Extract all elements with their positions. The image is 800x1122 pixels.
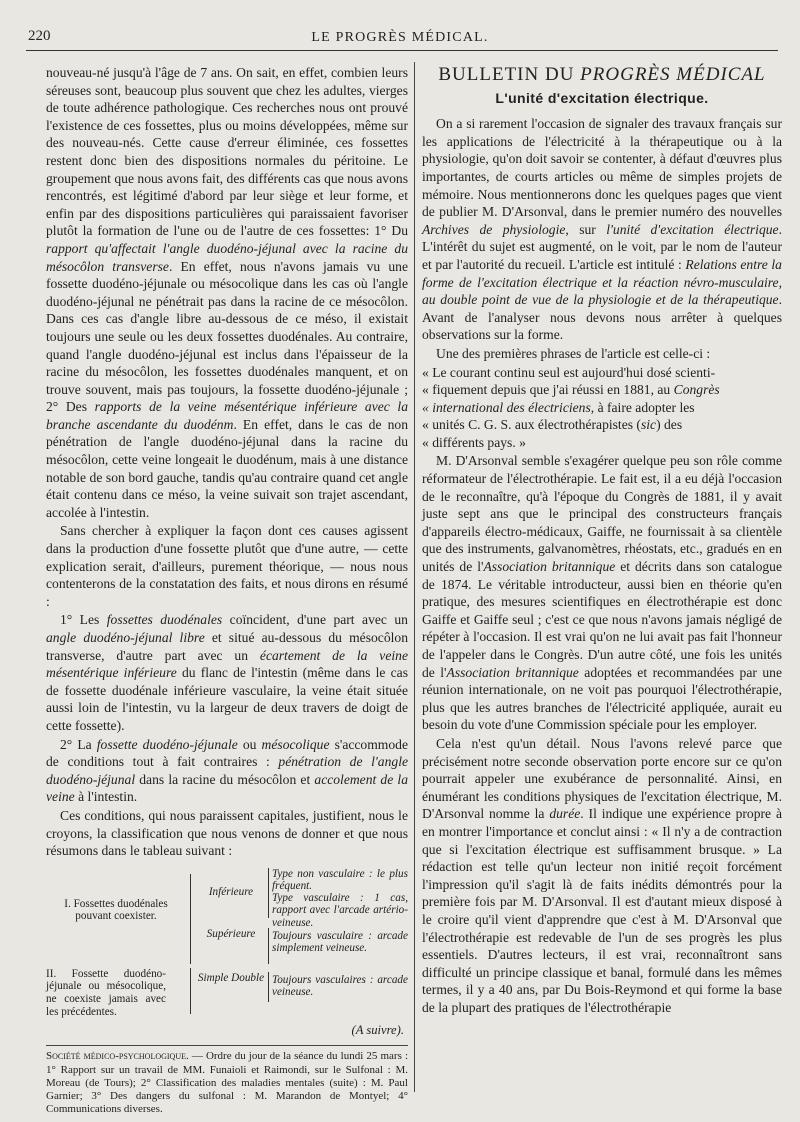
classification-table — [46, 868, 408, 1018]
right-paragraph-3: M. D'Arsonval semble s'exagérer quelque peu son rôle comme réformateur de l'électrothérapie. Le fait est, il a eu déjà l'occasion de le reconnaître, qu'à l'époque du Congrès de 1881, il y avait juste sept ans que le principal des constructeurs français d'appareils électro-médicaux, Gaiffe, ne fournissait à sa clientèle que des instruments, galvanomètres, rhéostats, etc., gradués en en unités de l'Association britannique et décrits dans son catalogue de 1874. Le véritable introducteur, aussi bien en théorie qu'en pratique, des mesures scientifiques en électrothérapie est donc Gaiffe et Gaiffe seul ; c'est ce que nous n'avons jamais négligé de répéter à l'occasion. Il est vrai qu'on ne lui avait pas fait l'honneur de l'appeler dans le Congrès. D'un autre côté, une fois les unités de l'Association britannique adoptées et recommandées par une réunion internationale, on ne voit pas pourquoi l'électrothérapie, plus que les autres branches de l'électricité appliquée, aurait eu besoin du vote d'une Commission spéciale pour les employer. — [422, 453, 782, 733]
footnote: Société médico-psychologique. — Ordre du jour de la séance du lundi 25 mars : 1° Rapport sur un travail de MM. Funaioli et Raimondi, sur le Sulfonal : M. Moreau (de Tours); 2° Classification des maladies mentales (suite) : M. Paul Garnier; 3° Des dangers du sulfonal : M. Marandon de Montyel; 4° Communications diverses. — [46, 1050, 409, 1116]
table-brace — [268, 868, 269, 918]
table-desc-1: Type non vasculaire : le plus fréquent. — [272, 867, 408, 893]
header-rule — [26, 50, 778, 51]
table-row-2-label: II. Fossette duodéno-jéjunale ou mésocolique, ne coexiste jamais avec les précédentes. — [46, 967, 166, 1018]
page-number: 220 — [28, 28, 51, 44]
right-column — [422, 64, 782, 1016]
running-title: LE PROGRÈS MÉDICAL. — [311, 30, 489, 45]
quote-line-3: « international des électriciens, à faire adopter les — [422, 399, 695, 415]
table-brace — [268, 928, 269, 964]
table-desc-4: Toujours vasculaires : arcade veineuse. — [272, 973, 408, 999]
left-paragraph-2: Sans chercher à expliquer la façon dont ces causes agissent dans la production d'une fossette plutôt que d'une autre, — cette explication serait, d'ailleurs, purement théorique, — nous nous contenterons de la constatation des faits, et nous dirons en résumé : — [46, 523, 408, 609]
column-divider — [414, 62, 415, 1092]
table-brace — [268, 972, 269, 1002]
quote-line-1: « Le courant continu seul est aujourd'hui dosé scienti- — [422, 364, 716, 380]
left-paragraph-3: 1° Les fossettes duodénales coïncident, d'une part avec un angle duodéno-jéjunal libre et situé au-dessous du mésocôlon transverse, d'autre part avec un écartement de la veine mésentérique inférieure du flanc de l'intestin (même dans le cas de fossette duodénale inférieure vasculaire, la veine était située aussi loin de l'intestin, vu la largeur de deux travers de doigt de cette fossette). — [46, 612, 409, 733]
quote-line-5: « différents pays. » — [422, 434, 526, 450]
right-paragraph-4: Cela n'est qu'un détail. Nous l'avons relevé parce que précisément notre seconde observation porte encore sur ce qu'on pourrait appeler une exubérance de personnalité. Ainsi, en énumérant les conditions physiques de l'excitation électrique, M. D'Arsonval nomme la durée. Il indique une expérience propre à en montrer l'importance et conclut ainsi : « Il n'y a de contraction que si l'excitation électrique est suffisamment brusque. » La rédaction est telle qu'un lecteur non initié reçoit forcément l'impression qu'il s'agit là de faits inédits démontrés pour la première fois par M. D'Arsonval. Il est d'autant mieux disposé à le croire qu'il vient d'apprendre que c'est à M. D'Arsonval que l'électrothérapie est redevable de l'un de ses progrès les plus essentiels. D'autres lecteurs, il est vrai, reconnaîtront sans difficulté un principe classique et banal, formulé dans les mêmes termes, il y a 40 ans, par Du Bois-Reymond et qui forme la base de la plupart des pratiques de l'électrothérapie — [422, 735, 782, 1015]
quotation — [422, 364, 782, 452]
quote-line-4: « unités C. G. S. aux électrothérapistes (sic) des — [422, 417, 683, 433]
table-brace — [190, 874, 191, 964]
left-column — [46, 64, 408, 1116]
left-paragraph-5: Ces conditions, qui nous paraissent capitales, justifient, nous le croyons, la classification que nous venons de donner et que nous résumons dans le tableau suivant : — [46, 807, 408, 859]
right-paragraph-2: Une des premières phrases de l'article est celle-ci : — [436, 345, 711, 361]
table-sub-simple-double: Simple Double — [197, 971, 265, 984]
table-desc-2: Type vasculaire : 1 cas, rapport avec l'arcade artério-veineuse. — [272, 891, 408, 929]
footnote-rule — [46, 1045, 408, 1046]
table-desc-3: Toujours vasculaire : arcade simplement veineuse. — [272, 929, 408, 955]
table-row-1-label: I. Fossettes duodénales pouvant coexister. — [64, 897, 168, 923]
table-brace — [190, 968, 191, 1014]
section-title: L'unité d'excitation électrique. — [495, 89, 709, 106]
quote-line-2: « fiquement depuis que j'ai réussi en 1881, au Congrès — [422, 382, 720, 398]
a-suivre: (A suivre). — [351, 1022, 404, 1037]
left-paragraph-4: 2° La fossette duodéno-jéjunale ou mésocolique s'accommode de conditions tout à fait contraires : pénétration de l'angle duodéno-jéjunal dans la racine du mésocôlon et accolement de la veine à l'intestin. — [46, 736, 409, 805]
left-paragraph-1: nouveau-né jusqu'à l'âge de 7 ans. On sait, en effet, combien leurs séreuses sont, beaucoup plus souvent que chez les adultes, vierges de toute adhérence pathologique. Ces recherches nous ont prouvé l'existence de ces fossettes, plus ou moins développées, même sur des nouveau-nés. Cette cause d'erreur éliminée, ces fossettes restent donc bien des dispositions normales du péritoine. Le groupement que nous avons fait, des différents cas que nous avons rencontrés, est légitimé d'abord par leur siège et leur forme, et enfin par des dispositions particulières qui paraissaient favoriser plutôt la formation de l'une ou de l'autre de ces fossettes: 1° Du rapport qu'affectait l'angle duodéno-jéjunal avec la racine du mésocôlon transverse. En effet, nous n'avons jamais vu une fossette duodéno-jéjunale ou mésocolique dans les cas où l'angle duodéno-jéjunal ne pénétrait pas dans la racine de ce mésocôlon. Dans ces cas d'angle libre au-dessous de ce méso, il existait toujours une seule ou les deux fossettes duodénales. Au contraire, quand l'angle duodéno-jéjunal est inclus dans l'épaisseur de la racine du mésocôlon, les fossettes duodénales manquent, et on trouve souvent, mais pas toujours, la fossette duodéno-jéjunale ; 2° Des rapports de la veine mésentérique inférieure avec la branche ascendante du duodénm. En effet, dans le cas de non pénétration de l'angle duodéno-jéjunal dans la racine du mésocôlon, cette veine longeait le duodénum, mais à une distance notable de son bord gauche, tandis qu'au contraire quand cet angle était contenu dans ce méso, la veine suivait son trajet ascendant, accolée à l'intestin. — [46, 65, 409, 520]
table-sub-superieure: Supérieure — [206, 927, 256, 940]
bulletin-title: BULLETIN DU PROGRÈS MÉDICAL — [438, 64, 766, 85]
right-paragraph-1: On a si rarement l'occasion de signaler des travaux français sur les applications de l'électricité à la thérapeutique ou à la physiologie, qu'on doit savoir se contenter, à défaut d'œuvres plus importantes, de courts articles ou même de simples projets de mémoire. Nous mentionnerons donc les quelques pages que vient de publier M. D'Arsonval, dans le premier numéro des nouvelles Archives de physiologie, sur l'unité d'excitation électrique. L'intérêt du sujet est augmenté, on le voit, par le nom de l'auteur et par l'autorité du recueil. L'article est intitulé : Relations entre la forme de l'excitation électrique et la réaction névro-musculaire, au double point de vue de la physiologie et de la thérapeutique. Avant de l'analyser nous devons nous arrêter à quelques observations sur la forme. — [422, 116, 782, 343]
table-sub-inferieure: Inférieure — [208, 885, 254, 898]
